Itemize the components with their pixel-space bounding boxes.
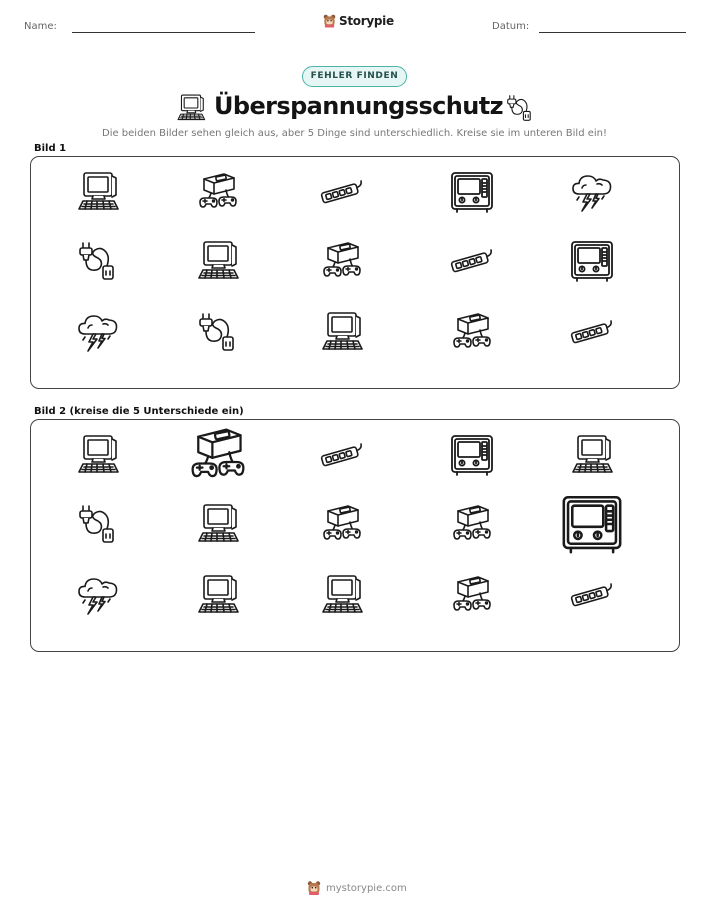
date-line[interactable] <box>539 32 686 33</box>
picture-item[interactable] <box>320 310 364 354</box>
picture-item[interactable] <box>76 170 120 214</box>
computer-icon <box>320 573 364 617</box>
picture-item[interactable] <box>76 310 120 354</box>
picture-item[interactable] <box>320 170 364 214</box>
power-plug-icon <box>76 239 120 283</box>
power-plug-icon <box>196 310 240 354</box>
storm-cloud-icon <box>76 310 120 354</box>
picture-item[interactable] <box>320 239 364 283</box>
power-strip-icon <box>320 433 364 477</box>
power-strip-icon <box>320 170 364 214</box>
picture-item[interactable] <box>450 573 494 617</box>
picture-item[interactable] <box>196 170 240 214</box>
name-label: Name: <box>24 21 57 32</box>
picture-item[interactable] <box>450 502 494 546</box>
microwave-icon <box>561 493 623 555</box>
power-plug-icon <box>76 502 120 546</box>
picture-item[interactable] <box>450 433 494 477</box>
picture-item[interactable] <box>76 502 120 546</box>
picture-item[interactable] <box>450 239 494 283</box>
computer-icon <box>570 433 614 477</box>
computer-icon <box>196 502 240 546</box>
picture-item[interactable] <box>320 573 364 617</box>
brand <box>323 14 394 28</box>
storm-cloud-icon <box>570 170 614 214</box>
instructions: Die beiden Bilder sehen gleich aus, aber 5 Dinge sind unterschiedlich. Kreise sie im unteren Bild ein! <box>102 128 607 139</box>
picture-1-label: Bild 1 <box>34 143 67 154</box>
power-strip-icon <box>450 239 494 283</box>
computer-icon <box>196 573 240 617</box>
picture-item[interactable] <box>196 239 240 283</box>
console-icon <box>450 502 494 546</box>
storypie-logo-icon <box>323 14 336 28</box>
console-icon <box>196 170 240 214</box>
picture-item[interactable] <box>570 170 614 214</box>
power-strip-icon <box>570 573 614 617</box>
picture-item[interactable] <box>187 424 249 486</box>
computer-icon <box>320 310 364 354</box>
activity-badge: FEHLER FINDEN <box>302 66 407 87</box>
picture-item[interactable] <box>450 310 494 354</box>
console-icon <box>187 424 249 486</box>
storypie-logo-icon <box>307 880 321 896</box>
picture-item[interactable] <box>196 573 240 617</box>
microwave-icon <box>570 239 614 283</box>
page-title: Überspannungsschutz <box>214 92 503 120</box>
picture-item[interactable] <box>76 433 120 477</box>
brand-name: Storypie <box>339 14 394 28</box>
picture-item[interactable] <box>561 493 623 555</box>
microwave-icon <box>450 170 494 214</box>
footer <box>307 880 407 896</box>
microwave-icon <box>450 433 494 477</box>
computer-icon <box>176 93 206 123</box>
power-plug-icon <box>505 93 535 123</box>
picture-item[interactable] <box>570 239 614 283</box>
picture-item[interactable] <box>450 170 494 214</box>
picture-item[interactable] <box>76 239 120 283</box>
picture-2-label: Bild 2 (kreise die 5 Unterschiede ein) <box>34 406 244 417</box>
picture-item[interactable] <box>570 433 614 477</box>
picture-item[interactable] <box>196 502 240 546</box>
date-label: Datum: <box>492 21 530 32</box>
name-line[interactable] <box>72 32 255 33</box>
console-icon <box>320 502 364 546</box>
computer-icon <box>76 170 120 214</box>
picture-item[interactable] <box>570 310 614 354</box>
computer-icon <box>196 239 240 283</box>
picture-item[interactable] <box>570 573 614 617</box>
console-icon <box>450 573 494 617</box>
console-icon <box>320 239 364 283</box>
picture-item[interactable] <box>76 573 120 617</box>
picture-2-panel <box>30 419 680 652</box>
picture-item[interactable] <box>320 502 364 546</box>
computer-icon <box>76 433 120 477</box>
picture-item[interactable] <box>196 310 240 354</box>
picture-item[interactable] <box>320 433 364 477</box>
power-strip-icon <box>570 310 614 354</box>
footer-url[interactable]: mystorypie.com <box>326 882 407 894</box>
picture-1-panel <box>30 156 680 389</box>
console-icon <box>450 310 494 354</box>
title-row <box>0 92 709 124</box>
storm-cloud-icon <box>76 573 120 617</box>
